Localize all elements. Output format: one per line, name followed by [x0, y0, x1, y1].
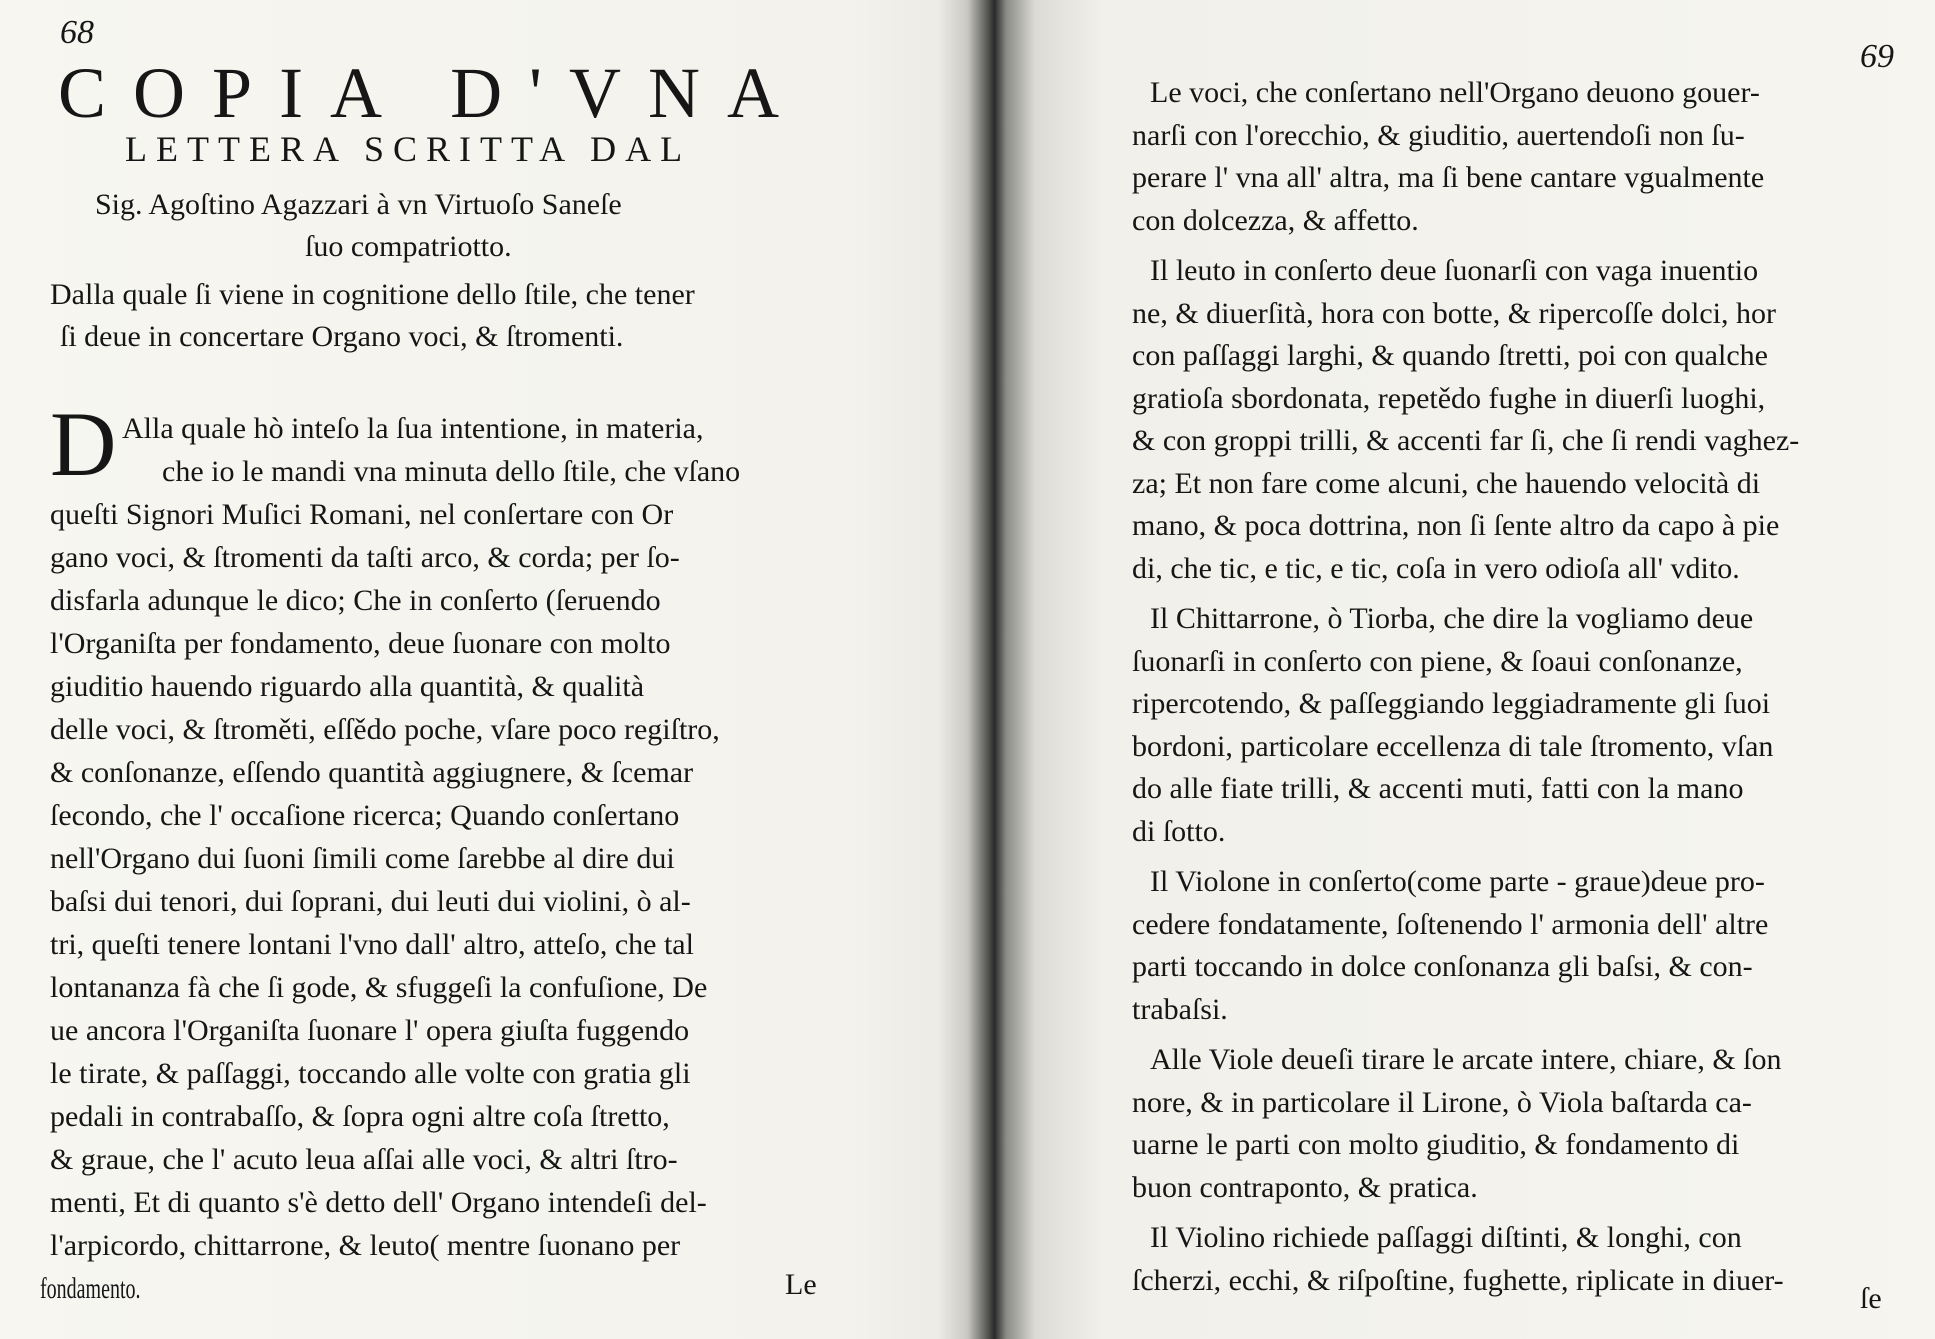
heading-line: ſi deue in concertare Organo voci, & ſtromenti. [60, 320, 624, 353]
page-number: 69 [1860, 38, 1894, 75]
right-page [1090, 0, 1935, 1339]
text-line: le tirate, & paſſaggi, toccando alle volte con gratia gli [50, 1057, 691, 1090]
heading-line: ſuo compatriotto. [305, 230, 512, 263]
text-line: ripercotendo, & paſſeggiando leggiadramente gli ſuoi [1132, 687, 1771, 720]
left-page [0, 0, 950, 1339]
title: COPIA D'VNA [58, 53, 807, 133]
text-line: baſsi dui tenori, dui ſoprani, dui leuti dui violini, ò al- [50, 885, 691, 918]
text-line: Il Chittarrone, ò Tiorba, che dire la vogliamo deue [1150, 602, 1754, 635]
text-line: & graue, che l' acuto leua aſſai alle voci, & altri ſtro- [50, 1143, 678, 1176]
text-line: l'arpicordo, chittarrone, & leuto( mentre ſuonano per [50, 1229, 681, 1262]
text-line: Le voci, che conſertano nell'Organo deuono gouer- [1150, 76, 1760, 109]
text-line: za; Et non fare come alcuni, che hauendo velocità di [1132, 466, 1761, 500]
text-line: Il leuto in conſerto deue ſuonarſi con vaga inuentio [1150, 254, 1759, 287]
text-line: di ſotto. [1132, 814, 1226, 848]
text-line: queſti Signori Muſici Romani, nel conſertare con Or [50, 498, 674, 531]
heading-line: Sig. Agoſtino Agazzari à vn Virtuoſo Saneſe [95, 188, 622, 221]
text-line: di, che tic, e tic, e tic, coſa in vero odioſa all' vdito. [1132, 551, 1740, 585]
text-line: fondamento. [40, 1272, 141, 1305]
text-line: ſecondo, che l' occaſione ricerca; Quando conſertano [50, 799, 680, 832]
text-line: cedere fondatamente, ſoſtenendo l' armonia dell' altre [1132, 907, 1769, 941]
text-line: Alla quale hò inteſo la ſua intentione, in materia, [122, 412, 704, 445]
text-line: delle voci, & ſtroměti, eſſědo poche, vſare poco regiſtro, [50, 713, 720, 746]
text-line: gratioſa sbordonata, repetědo fughe in diuerſi luoghi, [1132, 381, 1766, 415]
text-line: gano voci, & ſtromenti da taſti arco, & corda; per ſo- [50, 541, 680, 574]
text-line: che io le mandi vna minuta dello ſtile, che vſano [162, 455, 741, 488]
text-line: Il Violone in conſerto(come parte - graue)deue pro- [1150, 865, 1765, 898]
text-line: ne, & diuerſità, hora con botte, & ripercoſſe dolci, hor [1132, 296, 1776, 330]
text-line: nore, & in particolare il Lirone, ò Viola baſtarda ca- [1132, 1085, 1752, 1119]
text-line: & con groppi trilli, & accenti far ſi, che ſi rendi vaghez- [1132, 424, 1800, 457]
text-line: parti toccando in dolce conſonanza gli baſsi, & con- [1132, 950, 1753, 983]
catchword: Le [785, 1268, 817, 1301]
text-line: nell'Organo dui ſuoni ſimili come ſarebbe al dire dui [50, 842, 675, 875]
text-line: Il Violino richiede paſſaggi diſtinti, & longhi, con [1150, 1221, 1742, 1254]
text-line: con paſſaggi larghi, & quando ſtretti, poi con qualche [1132, 339, 1768, 372]
text-line: ſuonarſi in conſerto con piene, & ſoaui conſonanze, [1132, 644, 1743, 678]
drop-cap: D [50, 393, 117, 495]
text-line: tri, queſti tenere lontani l'vno dall' altro, atteſo, che tal [50, 928, 694, 961]
page-number: 68 [60, 14, 94, 51]
text-line: mano, & poca dottrina, non ſi ſente altro da capo à pie [1132, 509, 1780, 542]
text-line: do alle fiate trilli, & accenti muti, fatti con la mano [1132, 772, 1744, 805]
text-line: ue ancora l'Organiſta ſuonare l' opera giuſta fuggendo [50, 1014, 690, 1047]
text-line: narſi con l'orecchio, & giuditio, auertendoſi non ſu- [1132, 118, 1745, 152]
text-line: l'Organiſta per fondamento, deue ſuonare con molto [50, 627, 671, 660]
text-line: giuditio hauendo riguardo alla quantità, & qualità [50, 670, 645, 703]
heading-line: Dalla quale ſi viene in cognitione dello ſtile, che tener [50, 278, 695, 311]
text-line: lontananza fà che ſi gode, & sfuggeſi la confuſione, De [50, 971, 708, 1004]
text-line: ſcherzi, ecchi, & riſpoſtine, fughette, riplicate in diuer- [1132, 1263, 1784, 1297]
text-line: & conſonanze, eſſendo quantità aggiugnere, & ſcemar [50, 756, 694, 789]
text-line: pedali in contrabaſſo, & ſopra ogni altre coſa ſtretto, [50, 1100, 670, 1133]
text-line: uarne le parti con molto giuditio, & fondamento di [1132, 1128, 1740, 1161]
text-line: menti, Et di quanto s'è detto dell' Organo intendeſi del- [50, 1186, 707, 1219]
text-line: perare l' vna all' altra, ma ſi bene cantare vgualmente [1132, 161, 1765, 194]
subtitle: LETTERA SCRITTA DAL [125, 129, 692, 169]
text-line: Alle Viole deueſi tirare le arcate intere, chiare, & ſon [1150, 1043, 1782, 1076]
text-line: disfarla adunque le dico; Che in conſerto (ſeruendo [50, 584, 661, 617]
text-line: con dolcezza, & affetto. [1132, 203, 1419, 237]
text-line: trabaſsi. [1132, 992, 1228, 1026]
catchword: ſe [1860, 1282, 1882, 1315]
text-line: buon contraponto, & pratica. [1132, 1170, 1478, 1204]
text-line: bordoni, particolare eccellenza di tale ſtromento, vſan [1132, 729, 1774, 763]
